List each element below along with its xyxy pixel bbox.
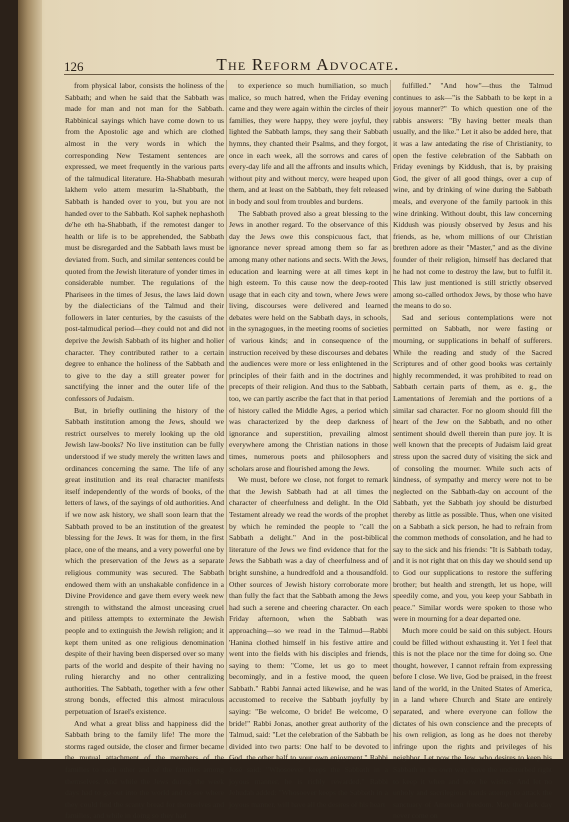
paragraph: Sad and serious contemplations were not permitted on Sabbath, nor were fasting or mourning, or supplications in behalf of sufferers. While the reading and study of the Sacred Scriptures and of other good books was certainly highly recommended, it was prohibited to read on Sabbath certain parts of them, as e. g., the Lamentations of Jeremiah and the portions of a similar sad character. For no gloom should fill the heart of the Jew on the Sabbath, and no other sentiment should dwell therein than pure joy. It is well known that the precepts of Judaism laid great stress upon the sacred duty of visiting the sick and of consoling the mourner. While such acts of kindness, of sympathy and mercy were not to be neglected on the Sabbath-day on account of the Sabbath, yet the Sabbath joy should be disturbed thereby as little as possible. Thus, when one visited on a Sabbath a sick person, he had to refrain from the common methods of consolation, and he had to say to the sick and his friends: "It is Sabbath today, and it is not right that on this day we should send up to God our supplications to restore the suffering brother; but health and strength, let us hope, will speedily come, and you, you keep your Sabbath in peace." Similar words were spoken to those who were in mourning for a dear departed one.: [393, 312, 552, 624]
paragraph: But, in briefly outlining the history of the Sabbath institution among the Jews, should we restrict ourselves to merely looking up the old Jewish law-books? No live institution can be fully understood if we study merely the written laws and ordinances concerning the same. The life of any great institution and its real character manifests itself independently of the words of books, of the letters of laws, of the sayings of old authorities. And if we now ask history, we shall soon learn that the Sabbath proved to be an institution of the greatest blessing for the Jews. It was for them, in the first place, one of the means, and a very powerful one by which the preservation of the Jews as a separate religious community was secured. The Sabbath endowed them with an unshakable confidence in a Divine Providence and gave them every week new strength to withstand the almost unceasing cruel and pitiless attempts to exterminate the Jewish people and to extinguish the Jewish religion; and it kept them united as one religious denomination despite of their having been dispersed over so many parts of the world and despite of their having no ruling hierarchy and no other centralizing authorities. The Sabbath, together with a few other strong bonds, effected this almost miraculous perpetuation of Israel's existence.: [65, 405, 224, 717]
header-rule: [64, 74, 554, 75]
text-column-3: [393, 80, 552, 821]
paragraph: from physical labor, consists the holiness of the Sabbath; and when he said that the Sabbath was made for man and not man for the Sabbath. Rabbinical sayings which have come down to us from the Apostolic age and which are clothed almost in the very words in which the corresponding New Testament sentences are expressed, we meet frequently in the various parts of the talmudical literature. Ha-Shabbath mesurah lakhem velo attem mesurim la-Shabbath, the Sabbath is handed over to you, but you are not handed over to the Sabbath. Kol saphek nephashoth de'he eth ha-Shabbath, if the remotest danger to health or life is to be apprehended, the Sabbath must be disregarded and the Sabbath laws must be deviated from. Such, and similar sentences could be quoted from the Jewish literature of yonder times in considerable number. The regulations of the Pharisees in the times of Jesus, the laws laid down by the dialecticians of the Talmud and their followers in later centuries, by the casuists of the post-talmudical period—they could not and did not deprive the Jewish Sabbath of its higher and holier character. They contributed rather to a certain degree to enhance the holiness of the Sabbath and to give to the day a still greater power for sanctifying the inner and the outer life of the confessors of Judaism.: [65, 81, 224, 404]
paragraph: Much more could be said on this subject. Hours could be filled without exhausting it. Yet I feel that this is not the place nor the time for doing so. One thought, however, I cannot refrain from expressing before I close. We live, God be praised, in the freest land of the world, in the United States of America, in a land where Church and State are entirely separated, and where everyone can follow the dictates of his own conscience and the precepts of his own religion, as long as he does not thereby infringe upon the rights and privileges of his neighbor. Let now the Jew, who desires to keep his Sabbath in his own way, have the undisturbed right to keep it when and how he wishes. And let no unholy and sacrilegious hands attempt to attack the sanctuary of American freedom. May the dark day never come on: [393, 625, 552, 821]
paragraph: And what a great bliss and happiness did the Sabbath bring to the family life! The more the storms raged outside, the closer and firmer became the mutual attachment of the members of the families to each other and of the families among themselves. And while the Jews during the week days had to go out into the world and to see where they could find the scanty bread for themselves and families, and while in doing so they had: [65, 718, 224, 821]
text-column-1: [65, 80, 224, 821]
paragraph: fulfilled." "And how"—thus the Talmud continues to ask—"is the Sabbath to be kept in a joyous manner?" To which question one of the rabbis answers: "By having better meals than usually, and the like." Let it also be added here, that it was a law antedating the rise of Christianity, to open the festive celebration of the Sabbath on Friday evenings by Kiddush, that is, by praising God, the giver of all good things, over a cup of wine, and by drinking of wine during the Sabbath meals, and everyone of the family partook in this wine drinking. Without doubt, this law concerning Kiddush was piously observed by Jesus and his friends, as he, whom millions of our Christian brethren adore as their "Master," and as the divine founder of their religion, himself has declared that he had not come to destroy the law, but to fulfil it. This law just mentioned is still strictly observed among so-called orthodox Jews, by those who have the means to do so.: [393, 81, 552, 311]
column-divider: [226, 80, 227, 750]
paragraph: The Sabbath proved also a great blessing to the Jews in another regard. To the observance of this day the Jews owe this conspicuous fact, that ignorance never spread among them so far as among many other nations and sects. With the Jews, education and learning were at all times kept in high esteem. To this cause now the deep-rooted usage that in each city and town, where Jews were living, discourses were delivered and learned debates were held on the Sabbath days, in schools, in the synagogues, in the meeting rooms of societies of various kinds; and in consequence of the instruction received by these discourses and debates the audiences were more or less enlightened in the principles of their faith and in the doctrines and precepts of their religion. And thus to the Sabbath, too, we can partly ascribe the fact that in that period of history called the Middle Ages, a period which was characterized by the deep darkness of ignorance and superstition, prevailing almost everywhere among the Christian nations in those times, numerous poets and philosophers and scholars arose and flourished among the Jews.: [229, 208, 388, 473]
text-column-2: [229, 80, 388, 809]
page-header: [64, 55, 552, 75]
newspaper-page: [18, 0, 563, 821]
column-divider: [390, 80, 391, 750]
page-title: The Reform Advocate.: [216, 55, 400, 74]
page-number: 126: [64, 59, 84, 74]
paragraph: to experience so much humiliation, so much malice, so much hatred, when the Friday evening came and they were again within the circles of their families, they were happy, they were joyful, they lighted the Sabbath lamps, they sang their Sabbath hymns, they chanted their Psalms, and they forgot, once in each week, all the sorrows and cares of every-day life and all the affronts and insults which, without pity and without mercy, were heaped upon them, and at least on the Sabbath, they felt released in body and soul from troubles and burdens.: [229, 81, 388, 206]
page-gutter: [18, 0, 42, 759]
paragraph: We must, before we close, not forget to remark that the Jewish Sabbath had at all times the character of cheerfulness and delight. In the Old Testament already we read the words of the prophet by which he reminded the people to "call the Sabbath a delight." And in the post-biblical literature of the Jews we find evidence that for the Jews the Sabbath was a day of cheerfulness and of bright sunshine, a hundredfold and a thousandfold. Other sources of Jewish history corroborate more than fully the fact that the Sabbath among the Jews had such a serene and cheering character. On each Friday afternoon, when the Sabbath was approaching—so we read in the Talmud—Rabbi 'Hanina clothed himself in his festive attire and went into the fields with his disciples and friends, saying to them: "Come, let us go to meet becomingly, and in a festive mood, the queen Sabbath." Rabbi Jannai acted likewise, and he was accustomed to receive the Sabbath joyfully by saying: "Be welcome, O bride! Be welcome, O bride!" Rabbi Jonas, another great authority of the Talmud, said: "Let the celebration of the Sabbath be divided into two parts: One half to be devoted to God, the other half to your own enjoyment." Rabbi José said: "Whosoever keeps the Sabbath in a joyous manner, he is richly rewarded." Rabbi Jehudah added: "Whosoever keeps the Sabbath in a joyous manner, will have all the desires of his heart: [229, 475, 388, 809]
